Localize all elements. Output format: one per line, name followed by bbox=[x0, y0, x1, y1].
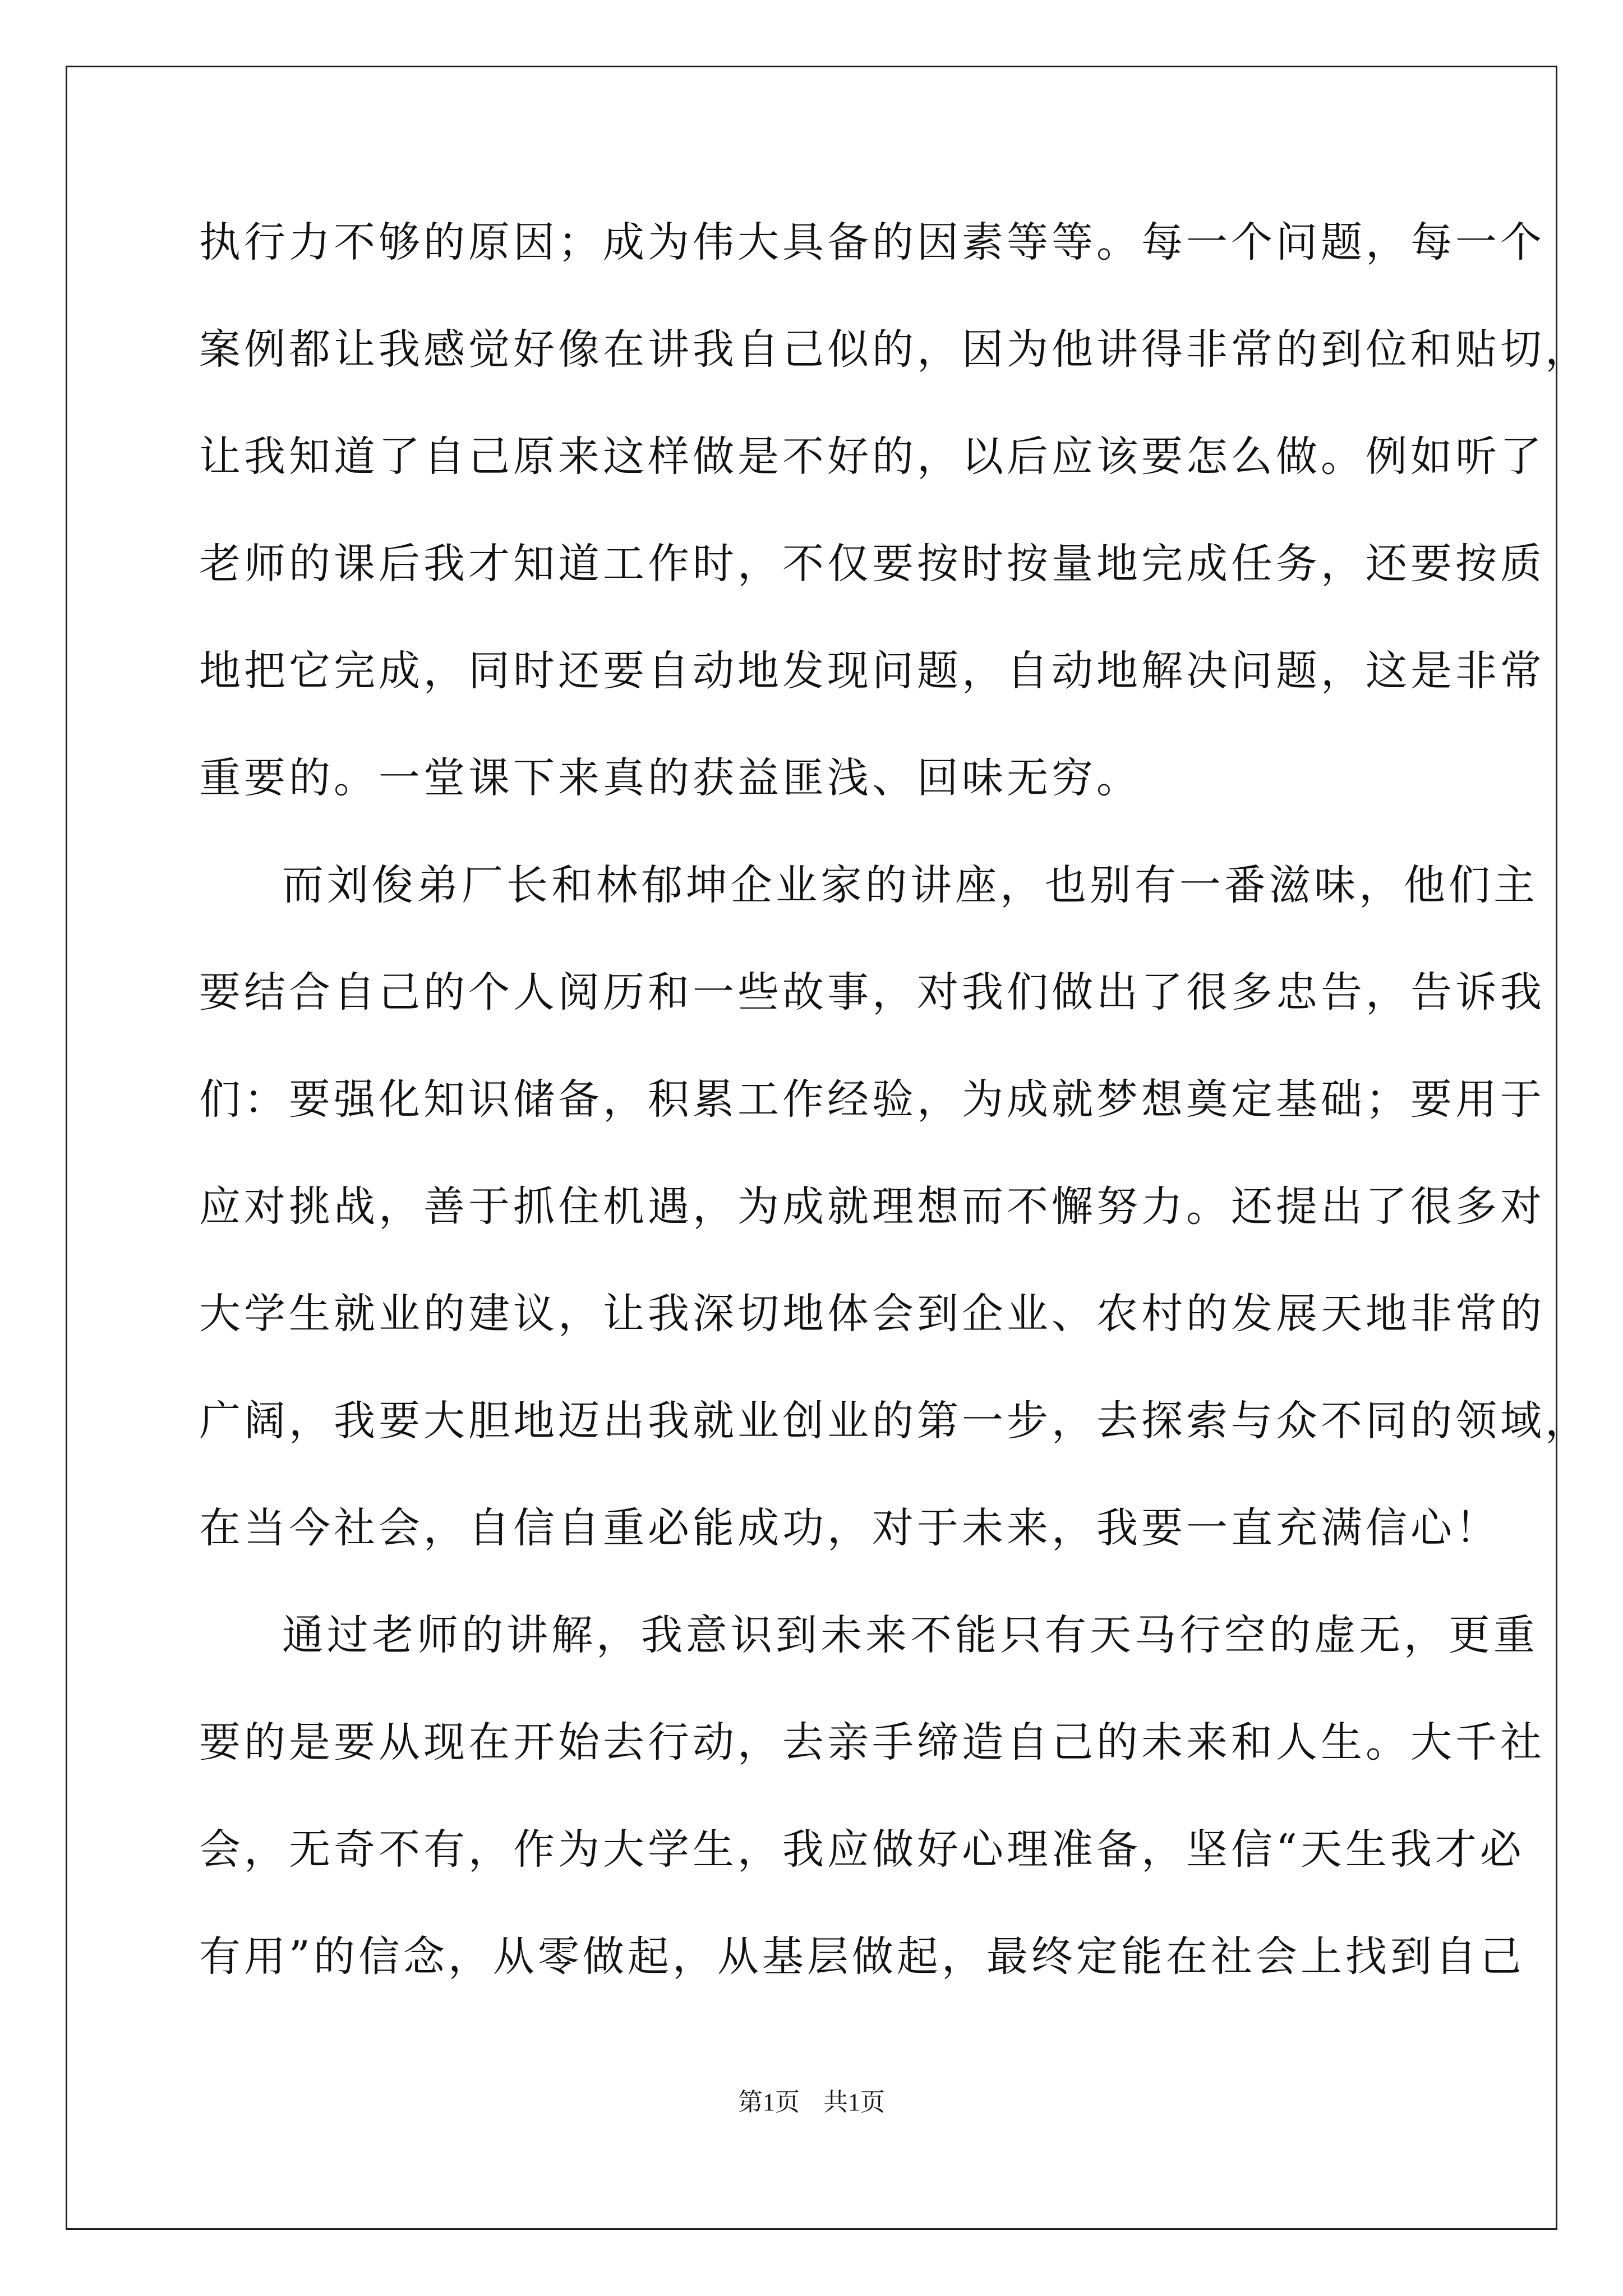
page-total: 共1页 bbox=[823, 2088, 885, 2116]
text-line: 会，无奇不有，作为大学生，我应做好心理准备，坚信“天生我才必 bbox=[199, 1825, 1525, 1874]
text-line: 重要的。一堂课下来真的获益匪浅、回味无穷。 bbox=[199, 754, 1141, 802]
text-line: 通过老师的讲解，我意识到未来不能只有天马行空的虚无，更重 bbox=[282, 1611, 1538, 1659]
text-line: 广阔，我要大胆地迈出我就业创业的第一步，去探索与众不同的领域， bbox=[199, 1397, 1590, 1445]
text-line: 执行力不够的原因；成为伟大具备的因素等等。每一个问题，每一个 bbox=[199, 218, 1545, 266]
text-line: 地把它完成，同时还要自动地发现问题，自动地解决问题，这是非常 bbox=[199, 647, 1545, 695]
text-line: 案例都让我感觉好像在讲我自己似的，因为他讲得非常的到位和贴切， bbox=[199, 325, 1590, 374]
text-line: 老师的课后我才知道工作时，不仅要按时按量地完成任务，还要按质 bbox=[199, 540, 1545, 588]
page-number: 第1页 bbox=[738, 2088, 800, 2116]
text-line: 大学生就业的建议，让我深切地体会到企业、农村的发展天地非常的 bbox=[199, 1290, 1545, 1338]
text-line: 们：要强化知识储备，积累工作经验，为成就梦想奠定基础；要用于 bbox=[199, 1075, 1545, 1124]
page-border bbox=[66, 66, 1557, 2230]
text-line: 在当今社会，自信自重必能成功，对于未来，我要一直充满信心！ bbox=[199, 1504, 1500, 1552]
text-line: 而刘俊弟厂长和林郁坤企业家的讲座，也别有一番滋味，他们主 bbox=[282, 861, 1538, 909]
text-line: 应对挑战，善于抓住机遇，为成就理想而不懈努力。还提出了很多对 bbox=[199, 1182, 1545, 1231]
page-footer bbox=[0, 2086, 1623, 2119]
text-line: 让我知道了自己原来这样做是不好的，以后应该要怎么做。例如听了 bbox=[199, 432, 1545, 481]
text-line: 有用”的信念，从零做起，从基层做起，最终定能在社会上找到自己 bbox=[199, 1932, 1525, 1981]
text-line: 要的是要从现在开始去行动，去亲手缔造自己的未来和人生。大千社 bbox=[199, 1718, 1545, 1766]
text-line: 要结合自己的个人阅历和一些故事，对我们做出了很多忠告，告诉我 bbox=[199, 968, 1545, 1016]
